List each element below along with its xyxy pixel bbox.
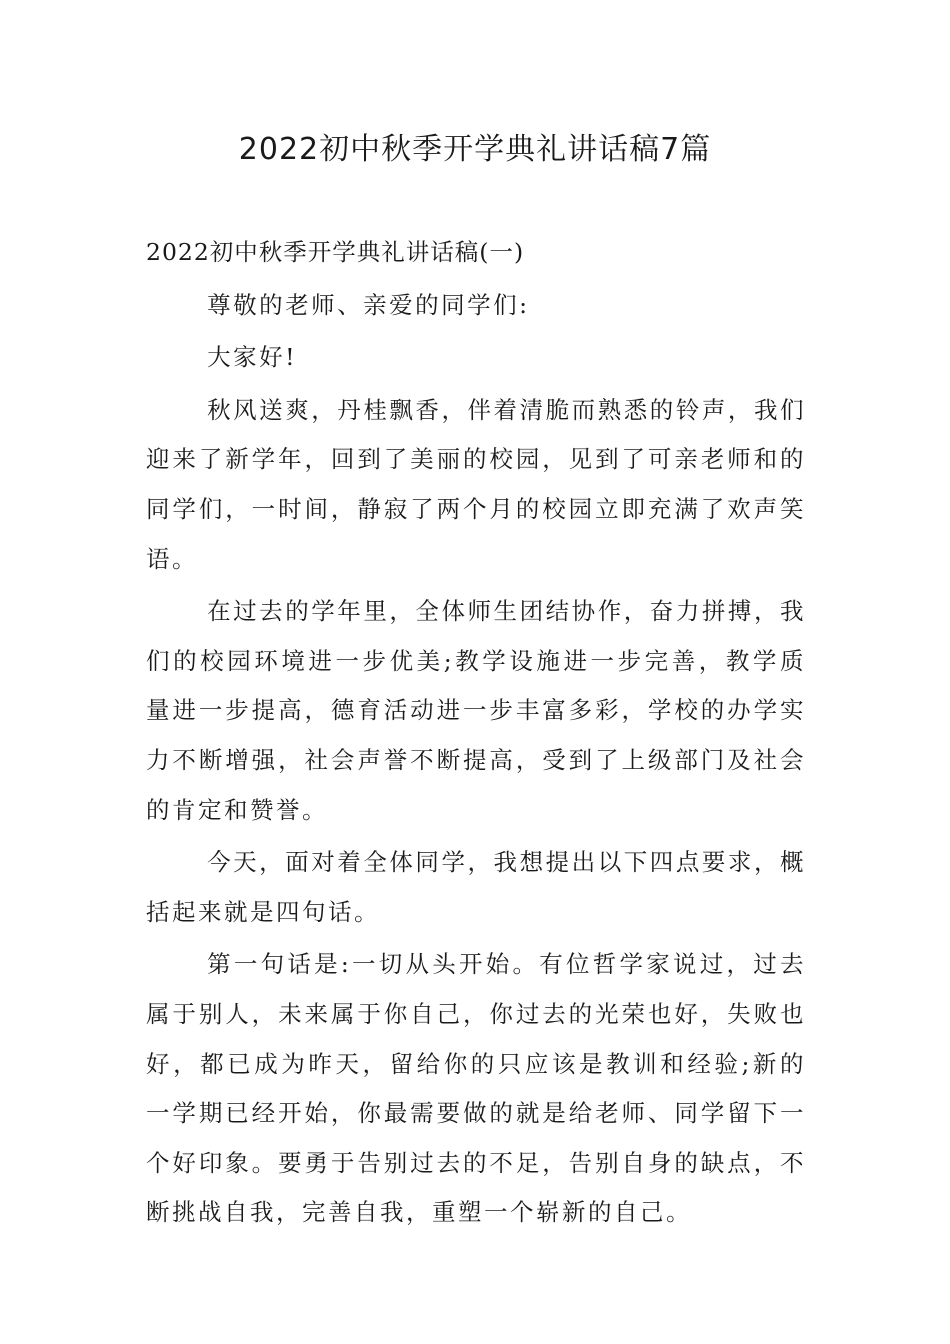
- body-paragraph: 在过去的学年里，全体师生团结协作，奋力拼搏，我们的校园环境进一步优美;教学设施进一步完善，教学质量进一步提高，德育活动进一步丰富多彩，学校的办学实力不断增强，社会声誉不断提高，受到了上级部门及社会的肯定和赞誉。: [146, 597, 806, 824]
- document-title: 2022初中秋季开学典礼讲话稿7篇: [238, 132, 712, 167]
- salutation-paragraph: 尊敬的老师、亲爱的同学们:: [207, 290, 530, 319]
- section-heading: 2022初中秋季开学典礼讲话稿(一): [146, 238, 525, 266]
- body-paragraph: 第一句话是:一切从头开始。有位哲学家说过，过去属于别人，未来属于你自己，你过去的光荣也好，失败也好，都已成为昨天，留给你的只应该是教训和经验;新的一学期已经开始，你最需要做的就是给老师、同学留下一个好印象。要勇于告别过去的不足，告别自身的缺点，不断挑战自我，完善自我，重塑一个崭新的自己。: [146, 950, 806, 1227]
- body-paragraph: 秋风送爽，丹桂飘香，伴着清脆而熟悉的铃声，我们迎来了新学年，回到了美丽的校园，见到了可亲老师和的同学们，一时间，静寂了两个月的校园立即充满了欢声笑语。: [146, 395, 806, 573]
- document-body: [146, 228, 806, 1241]
- greeting-paragraph: 大家好!: [207, 343, 298, 372]
- body-paragraph: 今天，面对着全体同学，我想提出以下四点要求，概括起来就是四句话。: [146, 848, 806, 926]
